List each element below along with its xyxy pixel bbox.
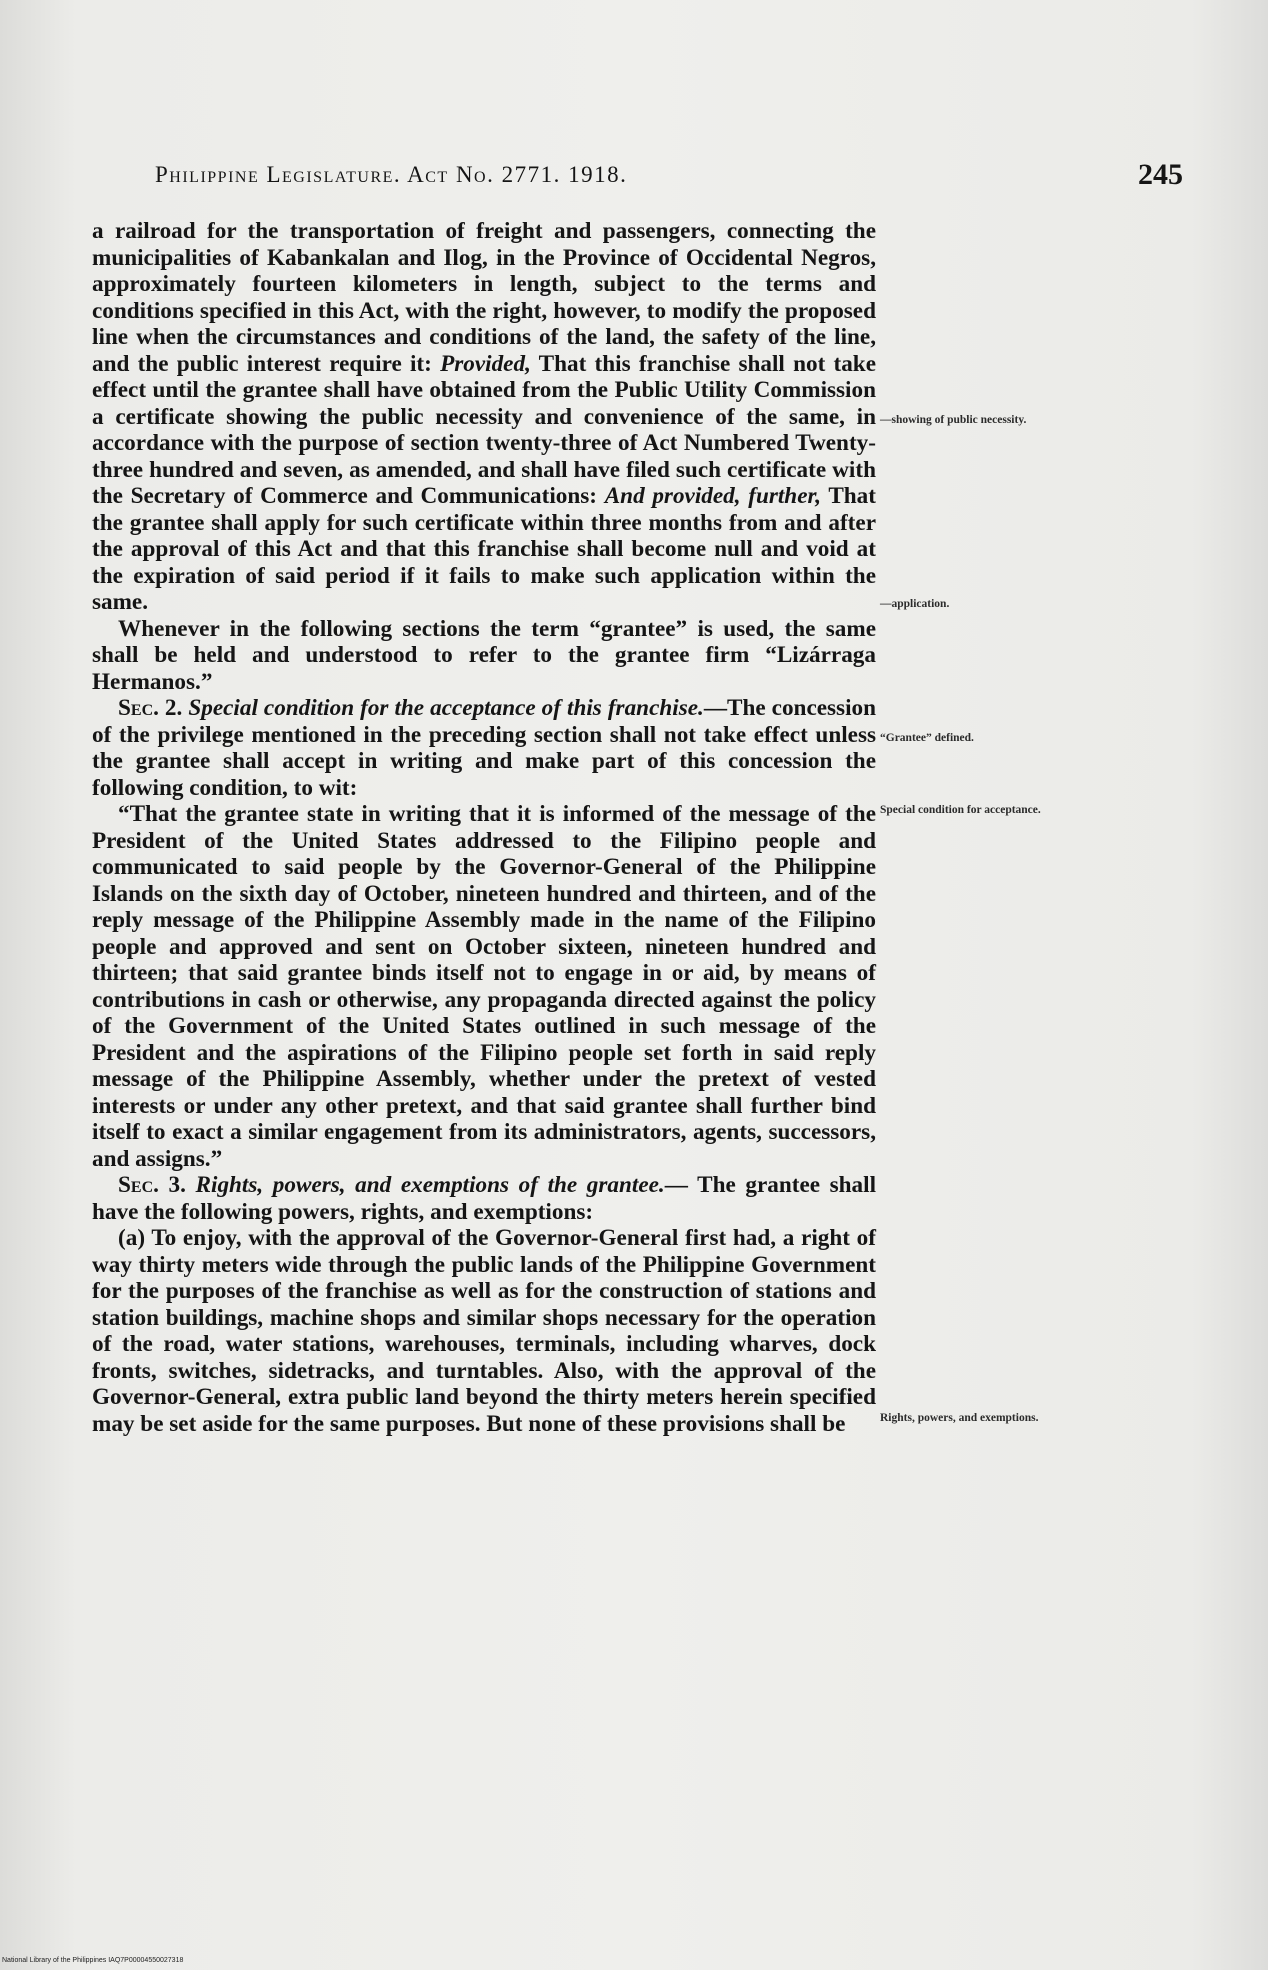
proviso-label: And provided, further, <box>604 483 822 509</box>
section-title: Special condition for the acceptance of this franchise. <box>188 695 704 721</box>
paragraph-grantee-definition: Whenever in the following sections the term “grantee” is used, the same shall be held and understood to refer to the grantee firm “Lizárraga Hermanos.” <box>92 615 876 695</box>
margin-note-grantee-defined: “Grantee” defined. <box>880 732 974 744</box>
paragraph-text: That the grantee shall apply for such certificate within three months from and after the approval of this Act and that this franchise shall become null and void at the expiration of said period if it fails to make such application within the same. <box>92 483 876 615</box>
item-a <box>92 1225 876 1437</box>
margin-note-special-condition: Special condition for acceptance. <box>880 804 1041 816</box>
page-number: 245 <box>1138 158 1183 191</box>
section-label: Sec. 3. <box>118 1172 186 1198</box>
paragraph-text: That this franchise shall not take effect until the grantee shall have obtained from the Public Utility Commission a certificate showing the public necessity and convenience of the same, in accordance with the purpose of section twenty-three of Act Numbered Twenty-three hundred and seven, as amended, and shall have filed such certificate with the Secretary of Commerce and Communications: <box>92 350 876 509</box>
paragraph-text: a railroad for the transportation of freight and passengers, connecting the municipalities of Kabankalan and Ilog, in the Province of Occidental Negros, approximately fourteen kilometers in length, subject to the terms and conditions specified in this Act, with the right, however, to modify the proposed line when the circumstances and conditions of the land, the safety of the line, and the public interest require it: <box>92 218 876 377</box>
item-label: (a) <box>118 1225 146 1251</box>
section-text: —The concession of the privilege mentioned in the preceding section shall not take effect unless the grantee shall accept in writing and make part of this concession the following condition, to wit: <box>92 695 877 801</box>
paragraph-franchise <box>92 218 876 616</box>
item-text: To enjoy, with the approval of the Governor-General first had, a right of way thirty meters wide through the public lands of the Philippine Government for the purposes of the franchise as well as for the construction of stations and station buildings, machine shops and similar shops necessary for the operation of the road, water stations, warehouses, terminals, including wharves, dock fronts, switches, sidetracks, and turntables. Also, with the approval of the Governor-General, extra public land beyond the thirty meters herein specified may be set aside for the same purposes. But none of these provisions shall be <box>92 1225 876 1437</box>
section-2 <box>92 695 876 801</box>
margin-note-application: —application. <box>880 598 950 610</box>
margin-note-public-necessity: —showing of public necessity. <box>880 414 1027 426</box>
section-3 <box>92 1172 876 1225</box>
quoted-condition: “That the grantee state in writing that it is informed of the message of the President of the United States addressed to the Filipino people and communicated to said people by the Governor-General of the Philippine Islands on the sixth day of October, nineteen hundred and thirteen, and of the reply message of the Philippine Assembly made in the name of the Filipino people and approved and sent on October sixteen, nineteen hundred and thirteen; that said grantee binds itself not to engage in or aid, by means of contributions in cash or otherwise, any propaganda directed against the policy of the Government of the United States outlined in such message of the President and the aspirations of the Filipino people set forth in said reply message of the Philippine Assembly, whether under the pretext of vested interests or under any other pretext, and that said grantee shall further bind itself to exact a similar engagement from its administrators, agents, successors, and assigns.” <box>92 801 876 1172</box>
section-text: — The grantee shall have the following powers, rights, and exemptions: <box>92 1172 877 1225</box>
body-text <box>92 218 876 1437</box>
section-title: Rights, powers, and exemptions of the grantee. <box>195 1172 665 1198</box>
running-head: Philippine Legislature. Act No. 2771. 1918. <box>155 162 628 187</box>
proviso-label: Provided, <box>440 350 531 377</box>
scan-credit: National Library of the Philippines IAQ7P00004550027318 <box>2 1957 184 1964</box>
section-label: Sec. 2. <box>118 695 183 721</box>
margin-note-rights: Rights, powers, and exemptions. <box>880 1412 1039 1424</box>
